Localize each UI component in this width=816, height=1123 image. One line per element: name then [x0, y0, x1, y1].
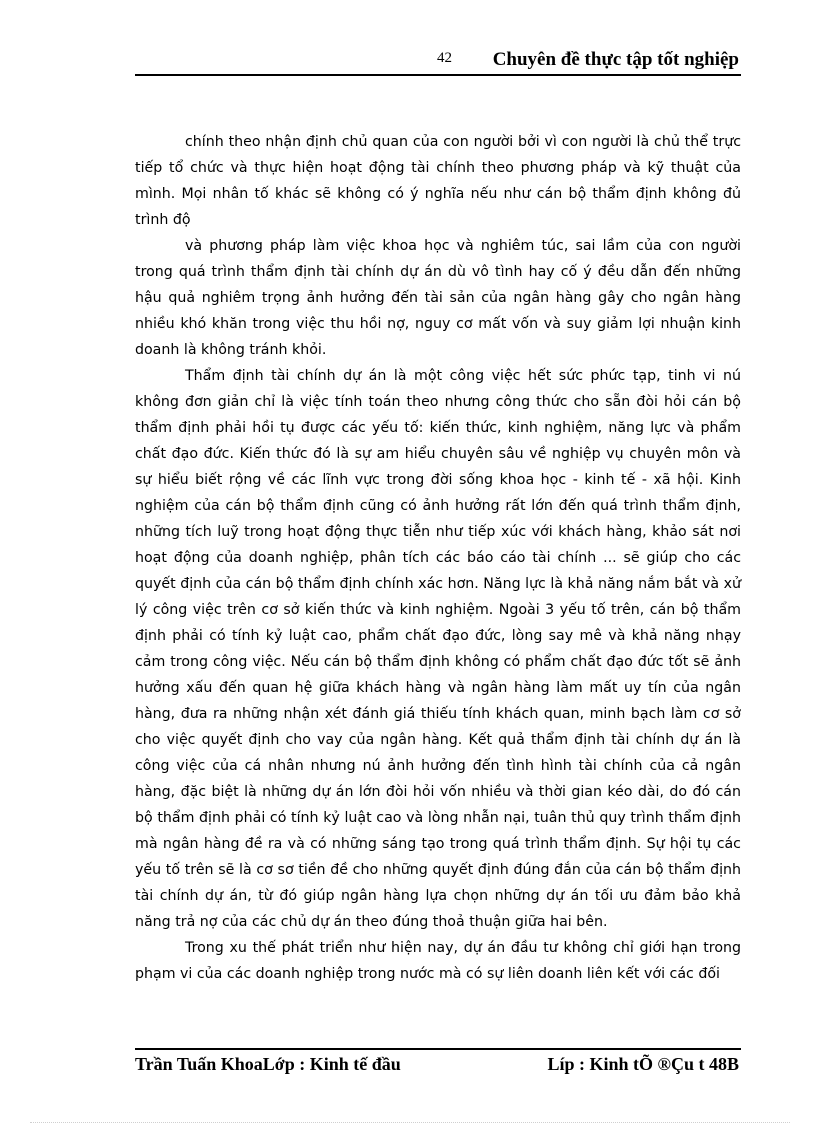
- paragraph-4: Trong xu thế phát triển như hiện nay, dự án đầu tư không chỉ giới hạn trong phạm vi của các doanh nghiệp trong nước mà có sự liên doanh liên kết với các đối: [135, 940, 741, 982]
- page-footer: [135, 1054, 741, 1080]
- footer-rule: [135, 1048, 741, 1050]
- paragraph-2: và phương pháp làm việc khoa học và nghiêm túc, sai lầm của con người trong quá trình thẩm định tài chính dự án dù vô tình hay cố ý đều dẫn đến những hậu quả nghiêm trọng ảnh hưởng đến tài sản của ngân hàng gây cho ngân hàng nhiều khó khăn trong việc thu hồi nợ, nguy cơ mất vốn và suy giảm lợi nhuận kinh doanh là không tránh khỏi.: [135, 238, 741, 358]
- paragraph-1: chính theo nhận định chủ quan của con người bởi vì con người là chủ thể trực tiếp tổ chức và thực hiện hoạt động tài chính theo phương pháp và kỹ thuật của mình. Mọi nhân tố khác sẽ không có ý nghĩa nếu như cán bộ thẩm định không đủ trình độ: [135, 134, 741, 228]
- paragraph-3: Thẩm định tài chính dự án là một công việc hết sức phức tạp, tinh vi nú không đơn giản chỉ là việc tính toán theo nhưng công thức cho sẵn đòi hỏi cán bộ thẩm định phải hồi tụ được các yếu tố: kiến thức, kinh nghiệm, năng lực và phẩm chất đạo đức. Kiến thức đó là sự am hiểu chuyên sâu về nghiệp vụ chuyên môn và sự hiểu biết rộng về các lĩnh vực trong đời sống khoa học - kinh tế - xã hội. Kinh nghiệm của cán bộ thẩm định cũng có ảnh hưởng rất lớn đến quá trình thẩm định, những tích luỹ trong hoạt động thực tiễn như tiếp xúc với khách hàng, khảo sát nơi hoạt động của doanh nghiệp, phân tích các báo cáo tài chính ... sẽ giúp cho các quyết định của cán bộ thẩm định chính xác hơn. Năng lực là khả năng nắm bắt và xử lý công việc trên cơ sở kiến thức và kinh nghiệm. Ngoài 3 yếu tố trên, cán bộ thẩm định phải có tính kỷ luật cao, phẩm chất đạo đức, lòng say mê và khả năng nhạy cảm trong công việc. Nếu cán bộ thẩm định không có phẩm chất đạo đức tốt sẽ ảnh hưởng xấu đến quan hệ giữa khách hàng và ngân hàng làm mất uy tín của ngân hàng, đưa ra những nhận xét đánh giá thiếu tính khách quan, minh bạch làm cơ sở cho việc quyết định cho vay của ngân hàng. Kết quả thẩm định tài chính dự án là công việc của cá nhân nhưng nú ảnh hưởng đến tình hình tài chính của cả ngân hàng, đặc biệt là những dự án lớn đòi hỏi vốn nhiều và thời gian kéo dài, do đó cán bộ thẩm định phải có tính kỷ luật cao và lòng nhẫn nại, tuân thủ quy trình thẩm định mà ngân hàng đề ra và có những sáng tạo trong quá trình thẩm định. Sự hội tụ các yếu tố trên sẽ là cơ sơ tiền đề cho những quyết định đúng đắn của cán bộ thẩm định tài chính dự án, từ đó giúp ngân hàng lựa chọn những dự án tối ưu đảm bảo khả năng trả nợ của các chủ dự án theo đúng thoả thuận giữa hai bên.: [135, 368, 741, 930]
- header-rule: [135, 74, 741, 76]
- footer-author: Trần Tuấn KhoaLớp : Kinh tế đầu: [135, 1054, 401, 1074]
- page-header: [135, 48, 741, 74]
- header-title: Chuyên đề thực tập tốt nghiệp: [492, 49, 739, 70]
- body-text: [135, 129, 741, 987]
- footer-class: Líp : Kinh tÕ ®Çu t 48B: [547, 1054, 739, 1074]
- page-number: 42: [437, 50, 452, 66]
